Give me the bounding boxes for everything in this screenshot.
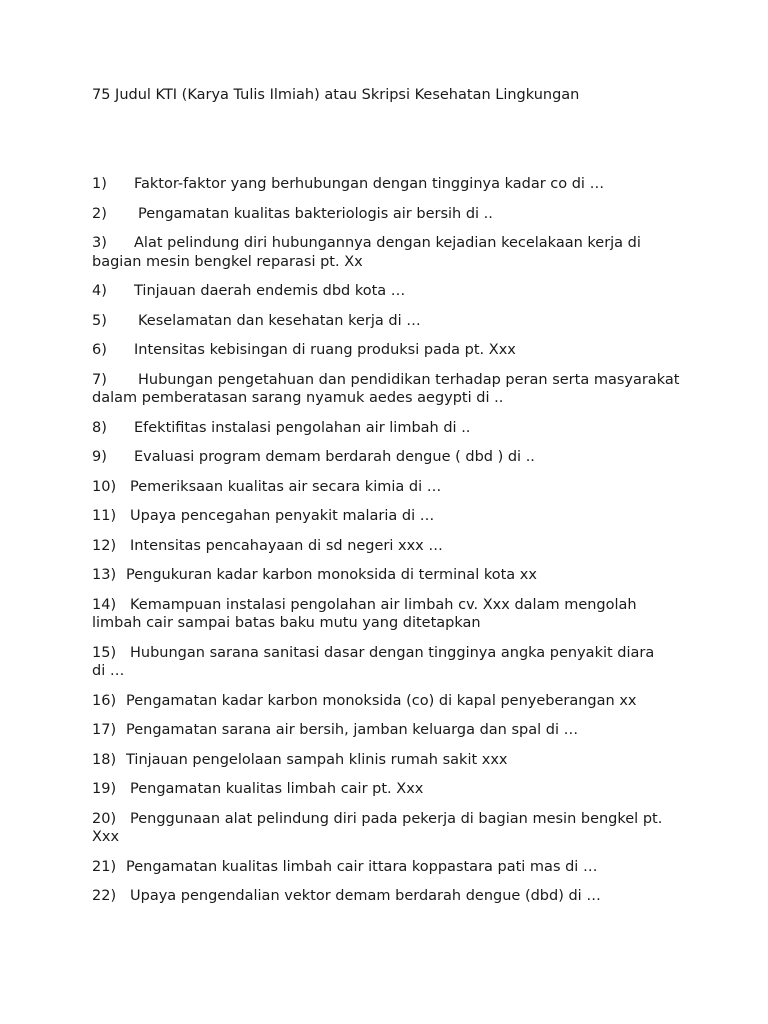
- list-item: [92, 810, 692, 847]
- item-number: 19): [92, 781, 117, 797]
- list-item: [92, 478, 692, 497]
- item-number: 2): [92, 205, 107, 222]
- list-item: [92, 282, 692, 301]
- item-text: Pengamatan kadar karbon monoksida (co) di kapal penyeberangan xx: [126, 692, 637, 709]
- item-text: Pengamatan kualitas limbah cair pt. Xxx: [130, 781, 424, 797]
- item-text: Keselamatan dan kesehatan kerja di …: [138, 312, 421, 329]
- item-text: Upaya pencegahan penyakit malaria di …: [130, 508, 435, 524]
- list-item: [92, 312, 692, 331]
- item-number: 11): [92, 508, 117, 524]
- item-text: Pengamatan sarana air bersih, jamban keluarga dan spal di …: [126, 722, 579, 738]
- item-text: Pengamatan kualitas limbah cair ittara koppastara pati mas di …: [126, 858, 598, 875]
- item-number: 3): [92, 235, 107, 251]
- list-item: [92, 371, 692, 408]
- title-list: [92, 175, 692, 917]
- item-text: Faktor-faktor yang berhubungan dengan tingginya kadar co di …: [134, 176, 605, 192]
- item-text: Evaluasi program demam berdarah dengue ( dbd ) di ..: [134, 449, 535, 465]
- item-number: 18): [92, 751, 117, 768]
- list-item: [92, 507, 692, 526]
- list-item: [92, 692, 692, 711]
- item-text: Pengamatan kualitas bakteriologis air bersih di ..: [138, 205, 493, 222]
- item-number: 4): [92, 283, 107, 299]
- item-number: 17): [92, 722, 117, 738]
- list-item: [92, 858, 692, 877]
- item-text: Efektifitas instalasi pengolahan air limbah di ..: [134, 419, 471, 436]
- list-item: [92, 419, 692, 438]
- list-item: [92, 780, 692, 799]
- document-title: 75 Judul KTI (Karya Tulis Ilmiah) atau Skripsi Kesehatan Lingkungan: [92, 87, 580, 103]
- list-item: [92, 751, 692, 770]
- item-text: Pemeriksaan kualitas air secara kimia di …: [130, 478, 442, 495]
- item-text-continuation: bagian mesin bengkel reparasi pt. Xx: [92, 253, 363, 270]
- item-number: 8): [92, 419, 107, 436]
- item-number: 15): [92, 644, 117, 661]
- list-item: [92, 887, 692, 906]
- list-item: [92, 448, 692, 467]
- item-text-continuation: limbah cair sampai batas baku mutu yang ditetapkan: [92, 615, 481, 631]
- item-number: 9): [92, 449, 107, 465]
- item-number: 13): [92, 567, 117, 583]
- list-item: [92, 175, 692, 194]
- item-number: 1): [92, 176, 107, 192]
- item-number: 10): [92, 478, 117, 495]
- item-number: 20): [92, 810, 117, 827]
- list-item: [92, 566, 692, 585]
- item-number: 6): [92, 342, 107, 358]
- item-text-continuation: Xxx: [92, 829, 120, 845]
- item-text: Tinjauan pengelolaan sampah klinis rumah sakit xxx: [126, 751, 508, 768]
- item-number: 12): [92, 537, 117, 554]
- item-number: 14): [92, 596, 117, 613]
- item-number: 5): [92, 312, 107, 329]
- item-text: Hubungan sarana sanitasi dasar dengan tingginya angka penyakit diara: [130, 644, 655, 661]
- list-item: [92, 205, 692, 224]
- list-item: [92, 644, 692, 681]
- item-number: 16): [92, 692, 117, 709]
- item-text: Intensitas kebisingan di ruang produksi pada pt. Xxx: [134, 342, 516, 358]
- item-number: 22): [92, 888, 117, 904]
- list-item: [92, 537, 692, 556]
- list-item: [92, 596, 692, 633]
- list-item: [92, 234, 692, 271]
- item-number: 7): [92, 371, 107, 388]
- item-text: Penggunaan alat pelindung diri pada pekerja di bagian mesin bengkel pt.: [130, 810, 663, 827]
- item-text: Alat pelindung diri hubungannya dengan kejadian kecelakaan kerja di: [134, 235, 641, 251]
- item-text: Upaya pengendalian vektor demam berdarah dengue (dbd) di …: [130, 888, 601, 904]
- list-item: [92, 341, 692, 360]
- item-text: Kemampuan instalasi pengolahan air limbah cv. Xxx dalam mengolah: [130, 596, 637, 613]
- item-text-continuation: di …: [92, 663, 125, 679]
- item-text: Tinjauan daerah endemis dbd kota …: [134, 283, 406, 299]
- item-text-continuation: dalam pemberatasan sarang nyamuk aedes aegypti di ..: [92, 390, 504, 406]
- item-text: Pengukuran kadar karbon monoksida di terminal kota xx: [126, 567, 537, 583]
- item-text: Hubungan pengetahuan dan pendidikan terhadap peran serta masyarakat: [138, 371, 680, 388]
- item-text: Intensitas pencahayaan di sd negeri xxx …: [130, 537, 443, 554]
- list-item: [92, 721, 692, 740]
- item-number: 21): [92, 858, 117, 875]
